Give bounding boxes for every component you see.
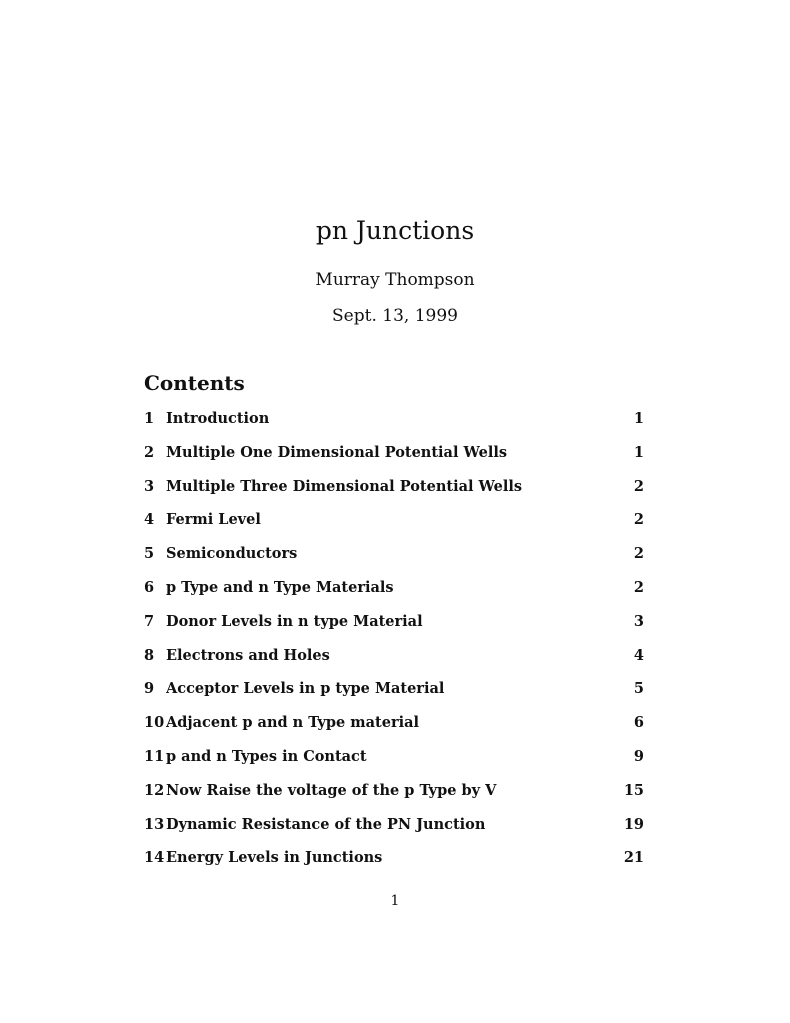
toc-entry-page: 19	[623, 815, 644, 833]
toc-entry-number: 7	[144, 612, 155, 630]
toc-entry-title: Donor Levels in n type Material	[166, 612, 423, 630]
toc-entry-title: Semiconductors	[166, 545, 298, 563]
toc-entry-title: Introduction	[166, 410, 270, 427]
toc-entry-number: 10	[144, 714, 165, 732]
toc-entry[interactable]	[144, 506, 644, 540]
toc-entry-page: 2	[633, 511, 644, 529]
toc-entry-page: 9	[633, 747, 644, 765]
toc-entry-page: 21	[623, 849, 644, 867]
toc-entry-title: Multiple One Dimensional Potential Wells	[166, 443, 508, 461]
document-title: pn Junctions	[315, 216, 475, 245]
toc-entry-number: 14	[144, 849, 165, 867]
toc-entry-number: 5	[144, 545, 155, 563]
toc-entry-title: Adjacent p and n Type material	[166, 714, 420, 732]
toc-entry-number: 12	[144, 781, 165, 799]
toc-entry[interactable]	[144, 743, 644, 777]
toc-entry-title: p Type and n Type Materials	[166, 578, 394, 596]
toc-entry-title: Fermi Level	[166, 511, 261, 529]
toc-entry-number: 4	[144, 511, 155, 529]
toc-entry[interactable]	[144, 642, 644, 676]
toc-entry-title: Now Raise the voltage of the p Type by V	[166, 781, 497, 799]
toc-entry[interactable]	[144, 405, 644, 439]
toc-entry-page: 3	[633, 612, 644, 630]
contents-heading: Contents	[144, 371, 245, 395]
toc-entry-page: 1	[633, 410, 644, 427]
toc-entry-title: Multiple Three Dimensional Potential Wells	[166, 477, 523, 495]
toc-entry[interactable]	[144, 608, 644, 642]
document-date: Sept. 13, 1999	[332, 306, 458, 326]
toc-entry-number: 3	[144, 477, 155, 495]
toc-entry[interactable]	[144, 675, 644, 709]
toc-entry[interactable]	[144, 777, 644, 811]
toc-entry[interactable]	[144, 709, 644, 743]
toc-entry[interactable]	[144, 844, 644, 878]
toc-entry-title: Dynamic Resistance of the PN Junction	[166, 815, 486, 833]
table-of-contents	[144, 405, 644, 878]
toc-entry[interactable]	[144, 811, 644, 845]
toc-entry-page: 1	[633, 443, 644, 461]
toc-entry-page: 15	[623, 781, 644, 799]
toc-entry-number: 13	[144, 815, 165, 833]
toc-entry[interactable]	[144, 540, 644, 574]
toc-entry-page: 4	[633, 646, 644, 664]
toc-entry-number: 11	[144, 747, 165, 765]
document-author: Murray Thompson	[315, 270, 475, 290]
toc-entry-title: Energy Levels in Junctions	[166, 849, 383, 867]
toc-entry-title: Electrons and Holes	[166, 646, 330, 664]
toc-entry-number: 9	[144, 680, 155, 698]
toc-entry-number: 1	[144, 410, 155, 427]
toc-entry-page: 2	[633, 477, 644, 495]
toc-entry[interactable]	[144, 574, 644, 608]
toc-entry-page: 2	[633, 545, 644, 563]
toc-entry-title: p and n Types in Contact	[166, 747, 367, 765]
toc-entry-page: 2	[633, 578, 644, 596]
toc-entry-number: 6	[144, 578, 155, 596]
toc-entry-title: Acceptor Levels in p type Material	[166, 680, 445, 698]
toc-entry-number: 2	[144, 443, 155, 461]
toc-entry-number: 8	[144, 646, 155, 664]
page-number: 1	[390, 893, 400, 909]
toc-entry[interactable]	[144, 473, 644, 507]
toc-entry-page: 6	[633, 714, 644, 732]
toc-entry-page: 5	[633, 680, 644, 698]
toc-entry[interactable]	[144, 439, 644, 473]
